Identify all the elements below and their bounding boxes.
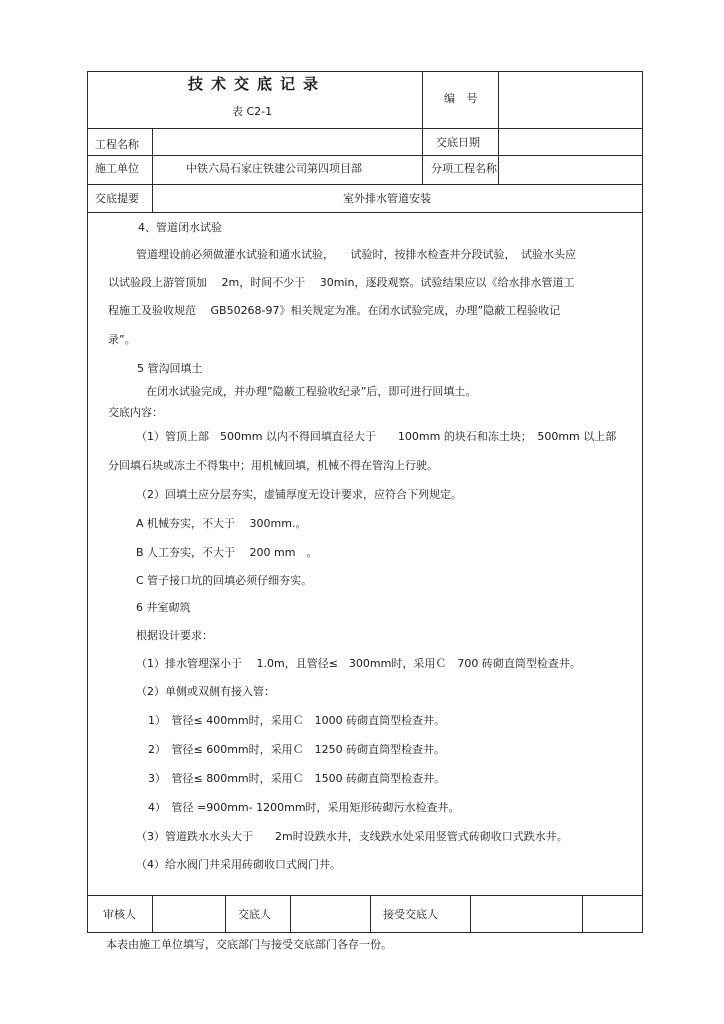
content-line: 4） 管径 =900mm- 1200mm时，采用矩形砖砌污水检查井。 (148, 801, 460, 814)
footer-note: 本表由施工单位填写，交底部门与接受交底部门各存一份。 (106, 938, 392, 951)
summary-label: 交底提要 (95, 192, 139, 205)
grid-line (87, 212, 643, 213)
presenter-label: 交底人 (238, 908, 271, 921)
content-line: （1）排水管埋深小于 1.0m，且管径≤ 300mm时，采用Ｃ 700 砖砌直筒型检查井。 (136, 657, 581, 670)
grid-line (87, 71, 88, 933)
content-line: 交底内容： (108, 406, 163, 419)
content-line: （3）管道跌水水头大于 2m时设跌水井，支线跌水处采用竖管式砖砌收口式跌水井。 (136, 830, 568, 843)
content-line: 分回填石块或冻土不得集中；用机械回填，机械不得在管沟上行驶。 (108, 459, 438, 472)
grid-line (87, 155, 643, 156)
receiver-label: 接受交底人 (383, 908, 438, 921)
grid-line (498, 71, 499, 184)
content-line: A 机械夯实，不大于 300mm.。 (136, 517, 307, 530)
grid-line (87, 895, 643, 896)
grid-line (87, 128, 643, 129)
content-line: 4、管道闭水试验 (138, 221, 222, 234)
disclosure-date-label: 交底日期 (436, 136, 480, 149)
grid-line (470, 895, 471, 933)
content-line: （1）管顶上部 500mm 以内不得回填直径大于 100mm 的块石和冻土块； 500mm 以上部 (136, 430, 617, 443)
reviewer-label: 审核人 (103, 908, 136, 921)
content-line: 3） 管径≤ 800mm时，采用Ｃ 1500 砖砌直筒型检查井。 (148, 772, 446, 785)
content-line: 程施工及验收规范 GB50268-97》相关规定为准。在闭水试验完成，办理”隐蔽工程验收记 (108, 304, 561, 317)
grid-line (87, 71, 643, 72)
sub-project-label: 分项工程名称 (431, 162, 497, 175)
form-number: 表 C2-1 (232, 105, 273, 118)
grid-line (642, 71, 643, 933)
grid-line (87, 932, 643, 933)
grid-line (422, 71, 423, 184)
grid-line (152, 128, 153, 213)
grid-line (87, 184, 643, 185)
construction-unit-value: 中铁六局石家庄铁建公司第四项目部 (186, 162, 362, 175)
summary-value: 室外排水管道安装 (343, 192, 431, 205)
code-label: 编 号 (444, 92, 482, 105)
grid-line (582, 895, 583, 933)
content-line: 2） 管径≤ 600mm时，采用Ｃ 1250 砖砌直筒型检查井。 (148, 743, 446, 756)
grid-line (225, 895, 226, 933)
content-line: （4）给水阀门井采用砖砌收口式阀门井。 (136, 858, 341, 871)
content-line: B 人工夯实，不大于 200 mm 。 (136, 546, 318, 559)
project-name-label: 工程名称 (95, 138, 139, 151)
content-line: 管道埋设前必须做灌水试验和通水试验， 试验时，按排水检查井分段试验， 试验水头应 (136, 248, 576, 261)
content-line: 1） 管径≤ 400mm时，采用Ｃ 1000 砖砌直筒型检查井。 (148, 714, 446, 727)
content-line: （2）回填土应分层夯实，虚铺厚度无设计要求，应符合下列规定。 (136, 488, 462, 501)
grid-line (290, 895, 291, 933)
grid-line (152, 895, 153, 933)
content-line: 5 管沟回填土 (137, 362, 203, 375)
content-line: 根据设计要求： (136, 629, 213, 642)
construction-unit-label: 施工单位 (95, 162, 139, 175)
content-line: 录”。 (108, 333, 136, 346)
content-line: 6 井室砌筑 (136, 601, 191, 614)
grid-line (370, 895, 371, 933)
document-title: 技术交底记录 (188, 75, 327, 93)
content-line: 以试验段上游管顶加 2m，时间不少于 30min，逐段观察。试验结果应以《给水排水管道工 (108, 276, 575, 289)
content-line: （2）单侧或双侧有接入管： (136, 685, 275, 698)
content-line: C 管子接口坑的回填必须仔细夯实。 (136, 574, 313, 587)
content-line: 在闭水试验完成，并办理”隐蔽工程验收纪录”后，即可进行回填土。 (146, 385, 477, 398)
